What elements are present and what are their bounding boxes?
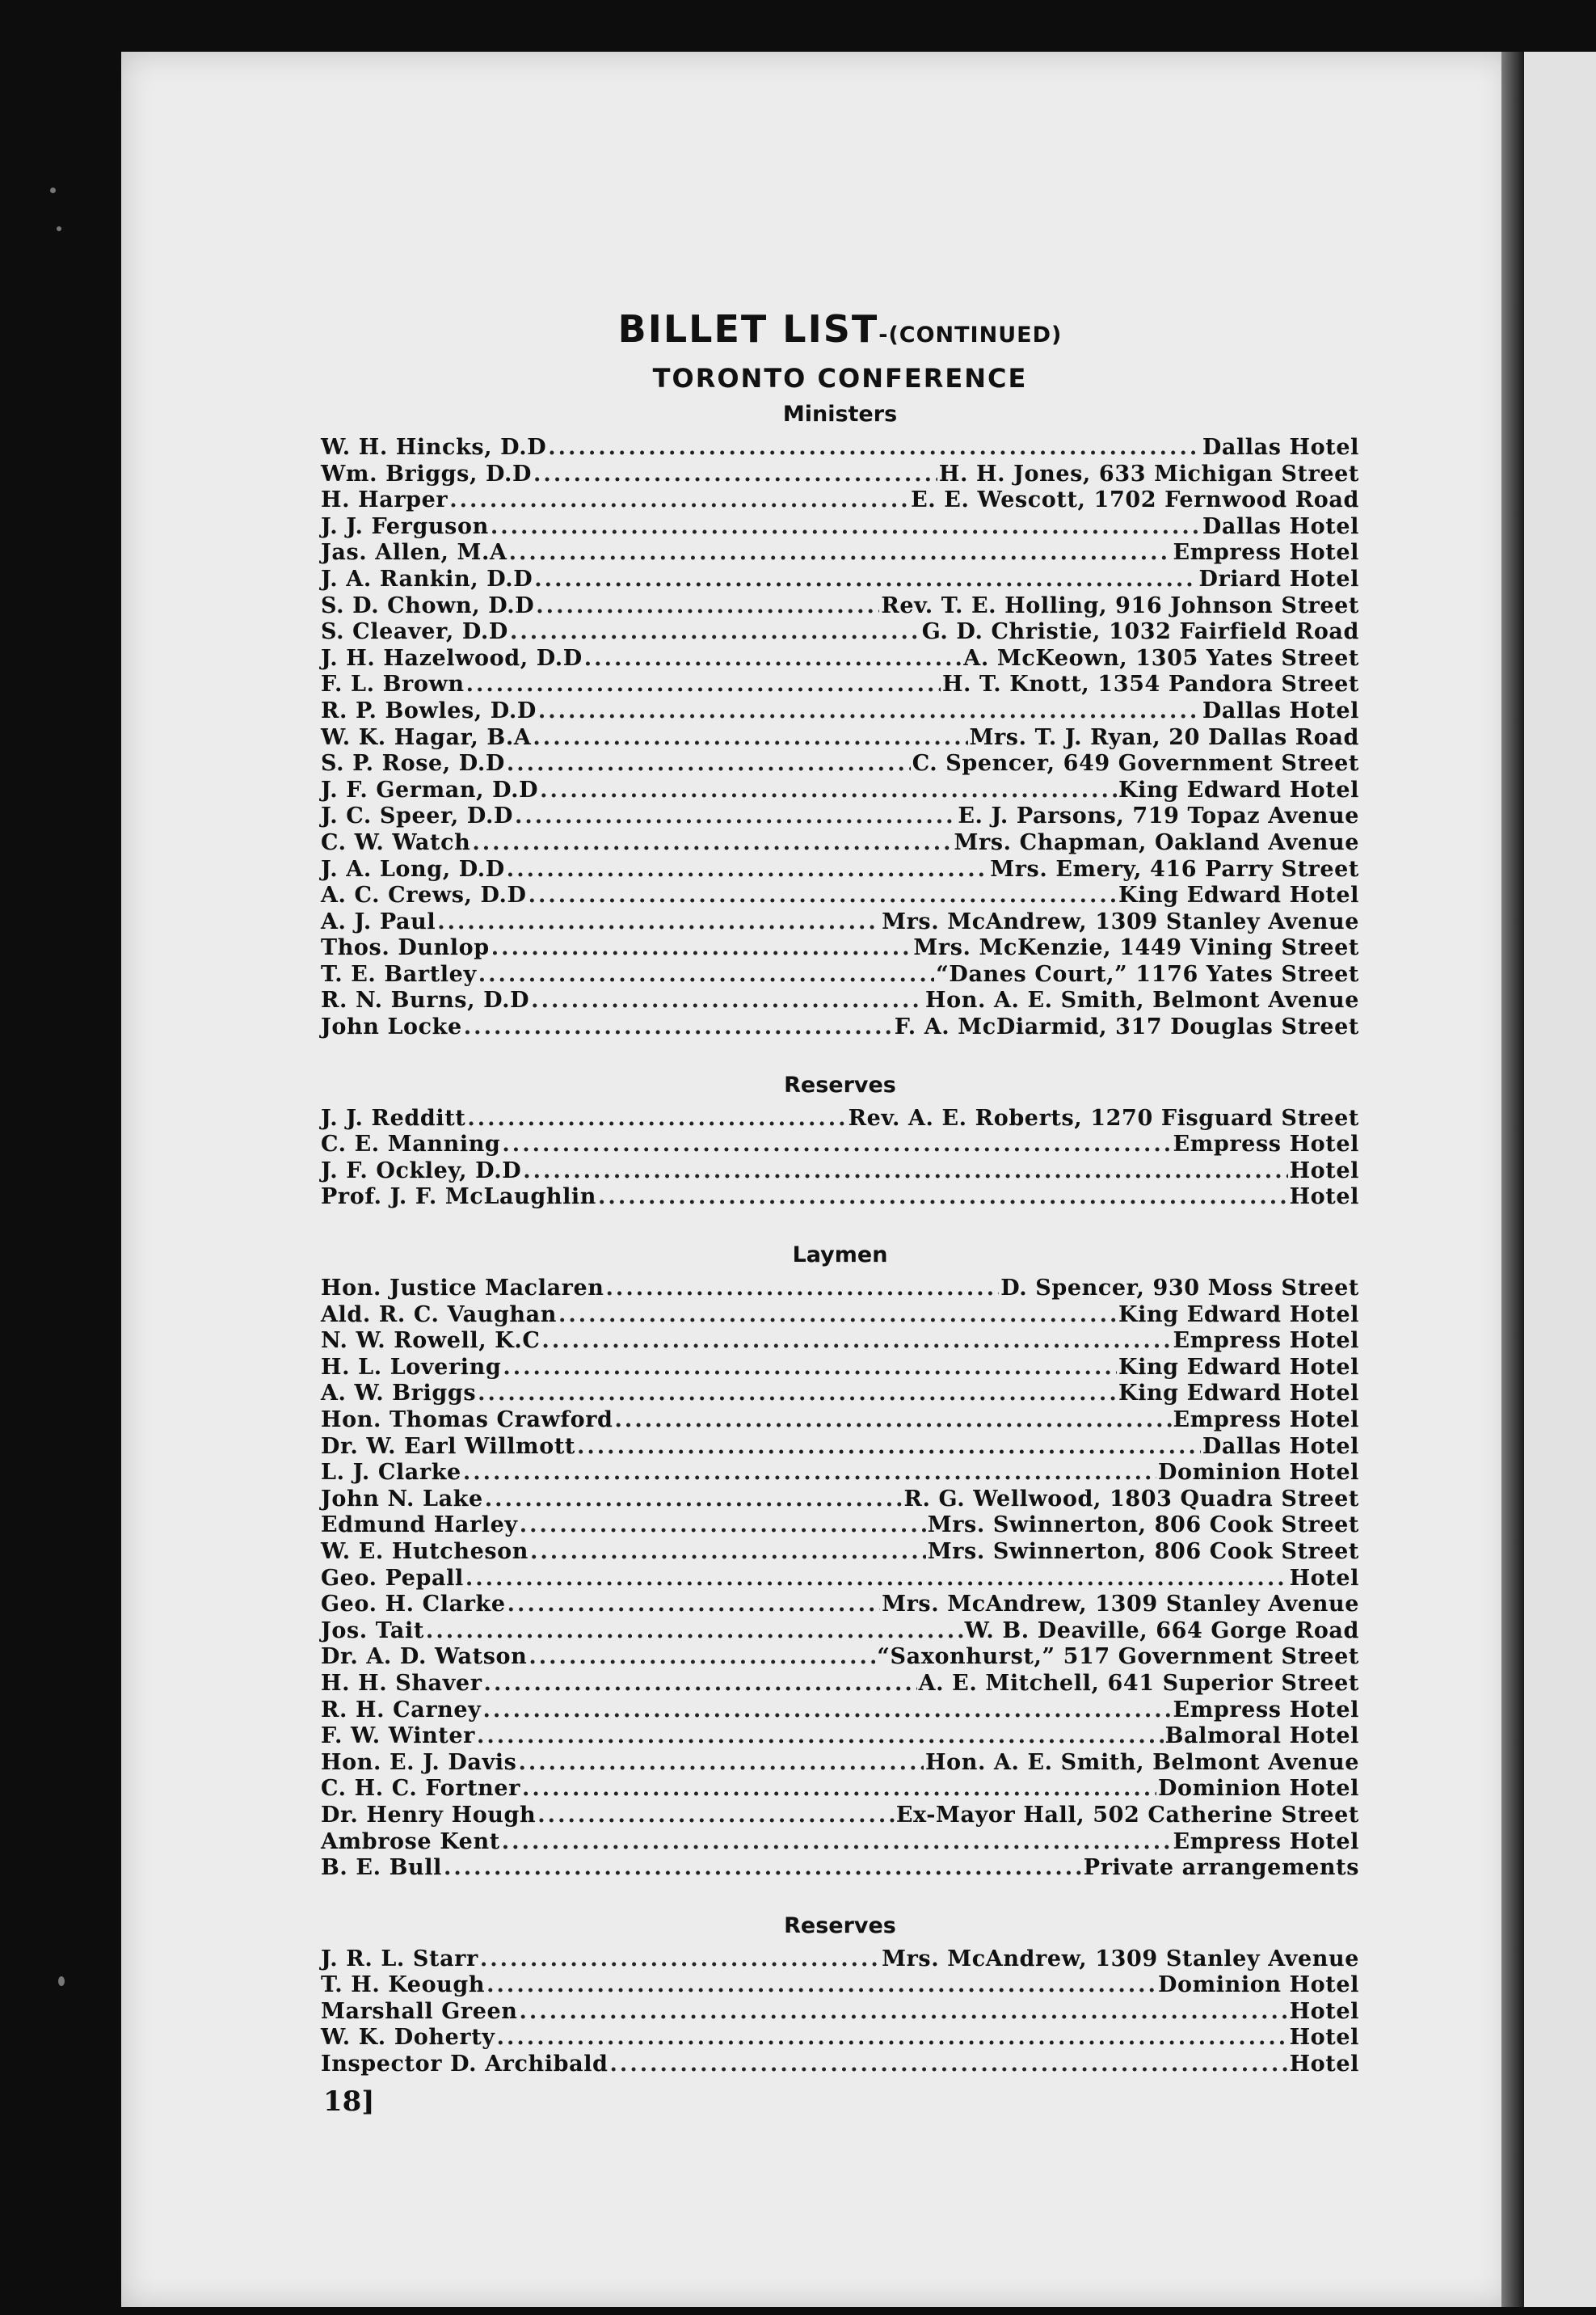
list-entry (321, 540, 1359, 567)
billet-location: Hotel (1289, 1184, 1359, 1210)
dot-leader (531, 988, 924, 1014)
delegate-name: T. E. Bartley (321, 961, 477, 987)
delegate-name: Thos. Dunlop (321, 935, 490, 961)
list-entry (321, 1829, 1359, 1856)
delegate-name: H. L. Lovering (321, 1354, 502, 1380)
billet-location: Hon. A. E. Smith, Belmont Avenue (925, 1749, 1359, 1775)
billet-location: Mrs. McAndrew, 1309 Stanley Avenue (882, 1946, 1359, 1971)
delegate-name: Hon. Justice Maclaren (321, 1276, 604, 1301)
dot-leader (503, 1355, 1117, 1381)
billet-location: Mrs. Chapman, Oakland Avenue (954, 829, 1359, 855)
dot-leader (464, 1014, 893, 1041)
billet-location: H. T. Knott, 1354 Pandora Street (941, 672, 1359, 698)
billet-list-content (321, 307, 1359, 2109)
delegate-name: H. Harper (321, 487, 448, 513)
list-entry (321, 778, 1359, 804)
delegate-name: T. H. Keough (321, 1972, 486, 1998)
dot-leader (528, 1644, 875, 1671)
billet-location: Dallas Hotel (1202, 1433, 1359, 1459)
billet-location: Mrs. Swinnerton, 806 Cook Street (927, 1512, 1359, 1538)
delegate-name: J. F. Ockley, D.D (321, 1158, 522, 1183)
delegate-name: Jos. Tait (321, 1617, 424, 1643)
delegate-name: Geo. H. Clarke (321, 1592, 506, 1617)
title-text: BILLET LIST (617, 307, 879, 351)
dot-leader (472, 830, 952, 857)
billet-location: Empress Hotel (1173, 1328, 1359, 1354)
list-entry (321, 1750, 1359, 1777)
billet-location: Mrs. McKenzie, 1449 Vining Street (913, 935, 1359, 961)
dot-leader (466, 672, 941, 698)
delegate-name: J. A. Rankin, D.D (321, 566, 533, 592)
dot-leader (444, 1855, 1082, 1882)
section-heading: Laymen (792, 1242, 888, 1268)
billet-location: A. E. Mitchell, 641 Superior Street (918, 1670, 1359, 1696)
list-entry (321, 1776, 1359, 1803)
list-entry (321, 698, 1359, 725)
list-entry (321, 2025, 1359, 2051)
list-entry (321, 593, 1359, 620)
delegate-name: J. H. Hazelwood, D.D (321, 645, 583, 671)
billet-location: Dallas Hotel (1202, 435, 1359, 460)
delegate-name: S. D. Chown, D.D (321, 592, 535, 618)
billet-location: Hon. A. E. Smith, Belmont Avenue (925, 988, 1359, 1014)
billet-location: Empress Hotel (1173, 540, 1359, 566)
dot-leader (497, 2025, 1288, 2051)
dot-leader (477, 1723, 1164, 1750)
dot-leader (584, 646, 962, 673)
delegate-name: Hon. E. J. Davis (321, 1749, 517, 1775)
billet-location: F. A. McDiarmid, 317 Douglas Street (894, 1014, 1359, 1040)
delegate-name: C. W. Watch (321, 829, 471, 855)
billet-location: Rev. A. E. Roberts, 1270 Fisguard Street (848, 1105, 1359, 1131)
scan-speck (50, 188, 56, 193)
dot-leader (485, 1486, 903, 1513)
billet-location: “Saxonhurst,” 517 Government Street (877, 1644, 1359, 1670)
list-entry (321, 1803, 1359, 1829)
list-entry (321, 2051, 1359, 2078)
billet-location: Hotel (1289, 1998, 1359, 2024)
billet-location: King Edward Hotel (1118, 777, 1359, 803)
list-entry (321, 803, 1359, 830)
delegate-name: Wm. Briggs, D.D (321, 461, 533, 487)
delegate-name: Ald. R. C. Vaughan (321, 1301, 557, 1327)
dot-leader (534, 567, 1197, 593)
list-entry (321, 567, 1359, 593)
list-entry (321, 1014, 1359, 1041)
billet-location: Rev. T. E. Holling, 916 Johnson Street (881, 592, 1359, 618)
delegate-name: S. P. Rose, D.D (321, 751, 505, 777)
billet-location: E. J. Parsons, 719 Topaz Avenue (958, 803, 1359, 829)
section-heading: Ministers (782, 402, 898, 427)
billet-location: Mrs. McAndrew, 1309 Stanley Avenue (882, 909, 1359, 934)
list-entry (321, 1381, 1359, 1407)
delegate-name: John N. Lake (321, 1486, 483, 1512)
dot-leader (533, 462, 937, 488)
delegate-name: Jas. Allen, M.A (321, 540, 507, 566)
dot-leader (465, 1566, 1288, 1592)
billet-location: Mrs. Swinnerton, 806 Cook Street (927, 1538, 1359, 1564)
list-entry (321, 1855, 1359, 1882)
delegate-name: J. A. Long, D.D (321, 856, 505, 882)
delegate-name: J. C. Speer, D.D (321, 803, 513, 829)
delegate-name: W. E. Hutcheson (321, 1538, 528, 1564)
dot-leader (523, 1158, 1287, 1185)
list-entry (321, 725, 1359, 752)
list-entry (321, 1460, 1359, 1486)
delegate-name: A. J. Paul (321, 909, 436, 934)
page-title (321, 307, 1359, 357)
delegate-name: A. W. Briggs (321, 1381, 477, 1406)
billet-location: Empress Hotel (1173, 1132, 1359, 1158)
list-entry (321, 1184, 1359, 1211)
dot-leader (577, 1434, 1201, 1461)
list-entry (321, 909, 1359, 936)
dot-leader (533, 725, 967, 752)
delegate-name: Inspector D. Archibald (321, 2051, 609, 2077)
dot-leader (478, 1381, 1117, 1407)
list-entry (321, 1723, 1359, 1750)
billet-location: Empress Hotel (1173, 1828, 1359, 1854)
billet-location: Mrs. McAndrew, 1309 Stanley Avenue (882, 1592, 1359, 1617)
list-entry (321, 830, 1359, 857)
billet-location: Private arrangements (1083, 1855, 1359, 1881)
billet-location: King Edward Hotel (1118, 1301, 1359, 1327)
list-entry (321, 751, 1359, 778)
section-ministers (321, 401, 1359, 1041)
list-entry (321, 1946, 1359, 1973)
billet-location: Dallas Hotel (1202, 698, 1359, 723)
dot-leader (520, 1999, 1288, 2026)
billet-location: Hotel (1289, 2025, 1359, 2051)
billet-location: Hotel (1289, 1158, 1359, 1183)
section-laymen (321, 1242, 1359, 1882)
dot-leader (537, 1803, 895, 1829)
delegate-name: C. H. C. Fortner (321, 1776, 520, 1802)
delegate-name: W. K. Doherty (321, 2025, 495, 2051)
billet-location: Dominion Hotel (1157, 1972, 1359, 1998)
dot-leader (449, 487, 909, 514)
delegate-name: Dr. Henry Hough (321, 1802, 537, 1828)
dot-leader (507, 751, 911, 778)
dot-leader (541, 1328, 1171, 1355)
billet-location: D. Spencer, 930 Moss Street (1000, 1276, 1359, 1301)
delegate-name: F. W. Winter (321, 1723, 475, 1749)
delegate-name: B. E. Bull (321, 1855, 442, 1881)
delegate-name: Dr. W. Earl Willmott (321, 1433, 575, 1459)
dot-leader (528, 883, 1117, 909)
billet-location: King Edward Hotel (1118, 883, 1359, 909)
dot-leader (484, 1671, 917, 1697)
dot-leader (515, 803, 956, 830)
dot-leader (510, 619, 920, 646)
list-entry (321, 487, 1359, 514)
billet-location: King Edward Hotel (1118, 1354, 1359, 1380)
section-reserves (321, 1912, 1359, 2078)
dot-leader (486, 1972, 1156, 1999)
billet-location: R. G. Wellwood, 1803 Quadra Street (903, 1486, 1359, 1512)
dot-leader (606, 1276, 1000, 1302)
billet-location: Balmoral Hotel (1164, 1723, 1359, 1749)
list-entry (321, 1539, 1359, 1566)
billet-location: Dominion Hotel (1157, 1460, 1359, 1486)
delegate-name: W. H. Hincks, D.D (321, 435, 547, 460)
dot-leader (467, 1106, 846, 1132)
delegate-name: N. W. Rowell, K.C (321, 1328, 541, 1354)
delegate-name: S. Cleaver, D.D (321, 619, 508, 645)
list-entry (321, 462, 1359, 488)
list-entry (321, 1328, 1359, 1355)
adjacent-page-strip (1524, 52, 1596, 2307)
sections-container (321, 401, 1359, 2078)
list-entry (321, 1355, 1359, 1381)
section-heading: Reserves (784, 1072, 896, 1098)
list-entry (321, 988, 1359, 1014)
billet-location: Hotel (1289, 2051, 1359, 2077)
page-edge-shadow (1501, 52, 1524, 2307)
list-entry (321, 672, 1359, 698)
delegate-name: F. L. Brown (321, 672, 465, 698)
dot-leader (520, 1512, 926, 1539)
scan-speck (57, 226, 61, 231)
delegate-name: R. H. Carney (321, 1697, 482, 1723)
dot-leader (491, 514, 1201, 541)
delegate-name: J. F. German, D.D (321, 777, 539, 803)
delegate-name: W. K. Hagar, B.A (321, 724, 532, 750)
list-entry (321, 1999, 1359, 2026)
list-entry (321, 1972, 1359, 1999)
delegate-name: R. N. Burns, D.D (321, 988, 530, 1014)
dot-leader (548, 435, 1201, 462)
dot-leader (480, 1946, 880, 1973)
delegate-name: A. C. Crews, D.D (321, 883, 527, 909)
page-number: 18] (323, 2085, 375, 2118)
list-entry (321, 1276, 1359, 1302)
list-entry (321, 1512, 1359, 1539)
billet-location: Empress Hotel (1173, 1697, 1359, 1723)
list-entry (321, 1434, 1359, 1461)
dot-leader (463, 1460, 1156, 1486)
list-entry (321, 1697, 1359, 1724)
scan-speck (58, 1976, 65, 1986)
section-heading: Reserves (784, 1912, 896, 1938)
list-entry (321, 1644, 1359, 1671)
list-entry (321, 1486, 1359, 1513)
list-entry (321, 646, 1359, 673)
billet-location: Dominion Hotel (1157, 1776, 1359, 1802)
billet-location: Dallas Hotel (1202, 513, 1359, 539)
delegate-name: Geo. Pepall (321, 1565, 464, 1591)
dot-leader (482, 1697, 1171, 1724)
billet-location: E. E. Wescott, 1702 Fernwood Road (911, 487, 1359, 513)
list-entry (321, 962, 1359, 989)
list-entry (321, 435, 1359, 462)
delegate-name: Prof. J. F. McLaughlin (321, 1184, 597, 1210)
dot-leader (509, 540, 1172, 567)
list-entry (321, 1106, 1359, 1132)
dot-leader (491, 935, 912, 962)
billet-location: H. H. Jones, 633 Michigan Street (938, 461, 1359, 487)
list-entry (321, 1132, 1359, 1158)
dot-leader (437, 909, 880, 936)
dot-leader (502, 1132, 1171, 1158)
list-entry (321, 857, 1359, 883)
delegate-name: C. E. Manning (321, 1132, 501, 1158)
delegate-name: Dr. A. D. Watson (321, 1644, 528, 1670)
dot-leader (478, 962, 935, 989)
list-entry (321, 1671, 1359, 1697)
billet-location: Driard Hotel (1198, 566, 1359, 592)
list-entry (321, 514, 1359, 541)
list-entry (321, 1158, 1359, 1185)
billet-location: W. B. Deaville, 664 Gorge Road (964, 1617, 1359, 1643)
list-entry (321, 1566, 1359, 1592)
dot-leader (507, 857, 988, 883)
dot-leader (518, 1750, 924, 1777)
delegate-name: Edmund Harley (321, 1512, 518, 1538)
billet-location: Mrs. Emery, 416 Parry Street (990, 856, 1359, 882)
dot-leader (426, 1618, 963, 1645)
dot-leader (538, 698, 1201, 725)
billet-location: C. Spencer, 649 Government Street (912, 751, 1359, 777)
dot-leader (522, 1776, 1156, 1803)
billet-location: “Danes Court,” 1176 Yates Street (936, 961, 1359, 987)
delegate-name: R. P. Bowles, D.D (321, 698, 537, 723)
delegate-name: Hon. Thomas Crawford (321, 1407, 613, 1432)
conference-subtitle: TORONTO CONFERENCE (652, 363, 1028, 394)
delegate-name: H. H. Shaver (321, 1670, 482, 1696)
dot-leader (536, 593, 879, 620)
list-entry (321, 1618, 1359, 1645)
dot-leader (530, 1539, 926, 1566)
billet-location: Mrs. T. J. Ryan, 20 Dallas Road (969, 724, 1359, 750)
billet-location: G. D. Christie, 1032 Fairfield Road (921, 619, 1359, 645)
list-entry (321, 1407, 1359, 1434)
dot-leader (610, 2051, 1288, 2078)
billet-location: Ex-Mayor Hall, 502 Catherine Street (895, 1802, 1359, 1828)
delegate-name: L. J. Clarke (321, 1460, 461, 1486)
delegate-name: J. J. Ferguson (321, 513, 489, 539)
list-entry (321, 883, 1359, 909)
dot-leader (502, 1829, 1172, 1856)
title-suffix: -(CONTINUED) (878, 323, 1063, 348)
billet-location: A. McKeown, 1305 Yates Street (963, 645, 1359, 671)
delegate-name: J. R. L. Starr (321, 1946, 478, 1971)
dot-leader (540, 778, 1117, 804)
delegate-name: John Locke (321, 1014, 462, 1040)
list-entry (321, 619, 1359, 646)
billet-location: Hotel (1289, 1565, 1359, 1591)
delegate-name: Ambrose Kent (321, 1828, 500, 1854)
dot-leader (615, 1407, 1172, 1434)
dot-leader (507, 1592, 880, 1618)
list-entry (321, 1302, 1359, 1329)
dot-leader (558, 1302, 1117, 1329)
list-entry (321, 935, 1359, 962)
delegate-name: J. J. Redditt (321, 1105, 466, 1131)
list-entry (321, 1592, 1359, 1618)
dot-leader (598, 1184, 1288, 1211)
delegate-name: Marshall Green (321, 1998, 518, 2024)
billet-location: Empress Hotel (1173, 1407, 1359, 1432)
billet-location: King Edward Hotel (1118, 1381, 1359, 1406)
section-reserves (321, 1072, 1359, 1211)
